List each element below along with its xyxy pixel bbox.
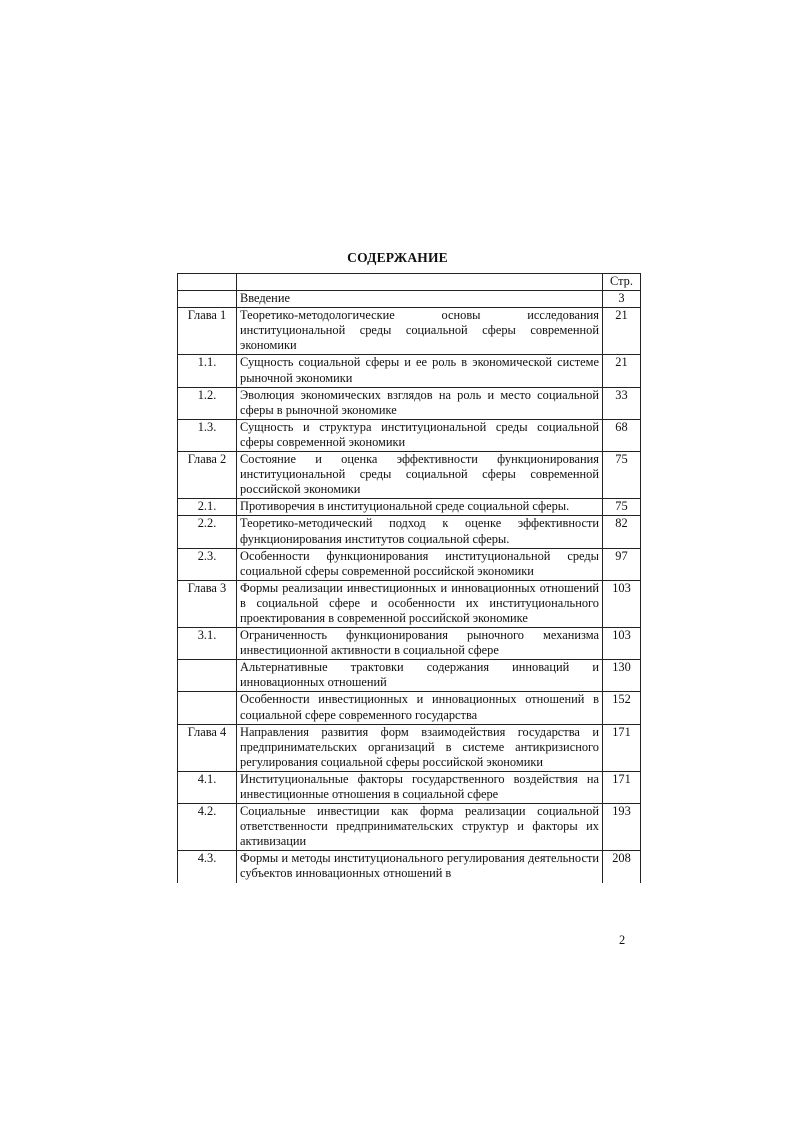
- table-row: [178, 692, 641, 724]
- toc-section-title: Формы и методы институционального регулирования деятельности субъектов инновационных отношений в: [237, 851, 603, 883]
- toc-section-title: Противоречия в институциональной среде социальной сферы.: [237, 499, 603, 516]
- toc-page-number: 130: [603, 660, 641, 692]
- toc-page-number: 171: [603, 724, 641, 771]
- toc-section-title: Направления развития форм взаимодействия государства и предпринимательских организаций в системе антикризисного регулирования социальной сферы российской экономики: [237, 724, 603, 771]
- toc-page-number: 171: [603, 771, 641, 803]
- toc-page-number: 82: [603, 516, 641, 548]
- toc-section-title: Теоретико-методический подход к оценке эффективности функционирования институтов социальной сферы.: [237, 516, 603, 548]
- table-row: [178, 355, 641, 387]
- toc-section-number: Глава 2: [178, 452, 237, 499]
- table-row: [178, 724, 641, 771]
- toc-page-number: 208: [603, 851, 641, 883]
- toc-section-number: Глава 1: [178, 308, 237, 355]
- toc-section-number: 2.2.: [178, 516, 237, 548]
- toc-page-number: 75: [603, 452, 641, 499]
- toc-section-number: Глава 3: [178, 580, 237, 627]
- toc-section-title: Формы реализации инвестиционных и инновационных отношений в социальной сфере и особенности их институционального проектирования в современной российской экономике: [237, 580, 603, 627]
- toc-header-text: [237, 274, 603, 291]
- page-title: СОДЕРЖАНИЕ: [347, 250, 448, 265]
- table-row: [178, 580, 641, 627]
- table-row: [178, 851, 641, 883]
- toc-section-number: 1.3.: [178, 419, 237, 451]
- toc-page-number: 103: [603, 628, 641, 660]
- table-row: [178, 660, 641, 692]
- toc-section-number: Глава 4: [178, 724, 237, 771]
- toc-section-number: 1.1.: [178, 355, 237, 387]
- table-row: [178, 308, 641, 355]
- toc-section-title: Особенности функционирования институциональной среды социальной сферы современной российской экономики: [237, 548, 603, 580]
- toc-header-row: [178, 274, 641, 291]
- toc-page-number: 75: [603, 499, 641, 516]
- toc-section-number: [178, 692, 237, 724]
- table-row: [178, 771, 641, 803]
- table-row: [178, 419, 641, 451]
- toc-section-number: [178, 291, 237, 308]
- toc-section-title: Особенности инвестиционных и инновационных отношений в социальной сфере современного государства: [237, 692, 603, 724]
- toc-page-number: 21: [603, 355, 641, 387]
- table-row: [178, 804, 641, 851]
- toc-section-number: 2.3.: [178, 548, 237, 580]
- toc-section-number: 3.1.: [178, 628, 237, 660]
- table-row: [178, 291, 641, 308]
- table-of-contents: [177, 273, 641, 883]
- toc-section-title: Альтернативные трактовки содержания инноваций и инновационных отношений: [237, 660, 603, 692]
- toc-section-number: [178, 660, 237, 692]
- table-row: [178, 548, 641, 580]
- toc-section-title: Институциональные факторы государственного воздействия на инвестиционные отношения в социальной сфере: [237, 771, 603, 803]
- table-row: [178, 452, 641, 499]
- table-row: [178, 499, 641, 516]
- toc-section-title: Ограниченность функционирования рыночного механизма инвестиционной активности в социальной сфере: [237, 628, 603, 660]
- toc-page-number: 68: [603, 419, 641, 451]
- toc-section-number: 4.2.: [178, 804, 237, 851]
- toc-section-number: 1.2.: [178, 387, 237, 419]
- toc-section-title: Состояние и оценка эффективности функционирования институциональной среды социальной сферы современной российской экономики: [237, 452, 603, 499]
- toc-page-number: 21: [603, 308, 641, 355]
- toc-page-number: 193: [603, 804, 641, 851]
- toc-section-number: 4.3.: [178, 851, 237, 883]
- toc-section-title: Сущность социальной сферы и ее роль в экономической системе рыночной экономики: [237, 355, 603, 387]
- page-number: 2: [619, 933, 626, 947]
- table-row: [178, 628, 641, 660]
- toc-page-number: 97: [603, 548, 641, 580]
- toc-section-title: Эволюция экономических взглядов на роль и место социальной сферы в рыночной экономике: [237, 387, 603, 419]
- toc-section-title: Сущность и структура институциональной среды социальной сферы современной экономики: [237, 419, 603, 451]
- toc-page-number: 3: [603, 291, 641, 308]
- toc-page-number: 103: [603, 580, 641, 627]
- toc-header-page: Стр.: [603, 274, 641, 291]
- toc-header-num: [178, 274, 237, 291]
- toc-section-title: Теоретико-методологические основы исследования институциональной среды социальной сферы современной экономики: [237, 308, 603, 355]
- toc-section-number: 2.1.: [178, 499, 237, 516]
- toc-page-number: 33: [603, 387, 641, 419]
- toc-page-number: 152: [603, 692, 641, 724]
- table-row: [178, 387, 641, 419]
- table-row: [178, 516, 641, 548]
- toc-section-number: 4.1.: [178, 771, 237, 803]
- toc-section-title: Социальные инвестиции как форма реализации социальной ответственности предпринимательских структур и факторы их активизации: [237, 804, 603, 851]
- toc-section-title: Введение: [237, 291, 603, 308]
